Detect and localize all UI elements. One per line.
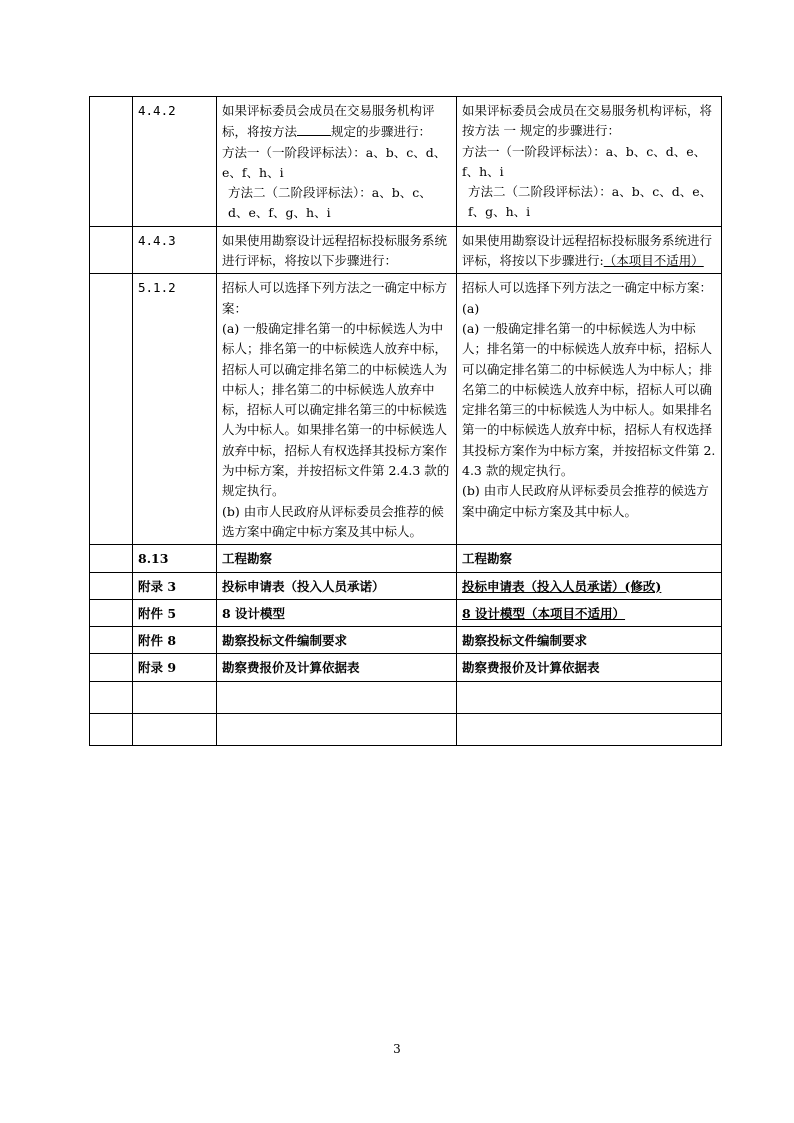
amended-text: 招标人可以选择下列方法之一确定中标方案：(a) [462, 280, 713, 316]
empty-cell [133, 713, 217, 745]
empty-cell [217, 681, 457, 713]
clause-number: 4.4.2 [133, 97, 217, 227]
amended-text: 勘察投标文件编制要求 [457, 627, 722, 654]
empty-row [90, 681, 722, 713]
amended-text: 方法一（一阶段评标法）：a、b、c、d、e、f、h、i [462, 143, 707, 179]
original-text: (a) 一般确定排名第一的中标候选人为中标人；排名第一的中标候选人放弃中标，招标人可以确定排名第二的中标候选人为中标人；排名第二的中标候选人放弃中标，招标人可以确定排名第三的中标候选人为中标人。如果排名第一的中标候选人放弃中标，招标人有权选择其投标方案作为中标方案，并按招标文件第 2.4.3 款的规定执行。 [222, 320, 450, 499]
clause-number: 附录 3 [133, 572, 217, 599]
row-blank-cell [90, 226, 133, 274]
table-row [90, 274, 722, 545]
original-text: 投标申请表（投入人员承诺） [217, 572, 457, 599]
empty-cell [457, 681, 722, 713]
original-text: 方法一（一阶段评标法）：a、b、c、d、e、f、h、i [222, 144, 447, 180]
amended-text: 方法二（二阶段评标法）：a、b、c、d、e、f、g、h、i [468, 184, 713, 220]
empty-cell [90, 713, 133, 745]
table-row [90, 226, 722, 274]
original-text-cell [217, 274, 457, 545]
amended-note: （本项目不适用） [603, 253, 704, 269]
amended-text-cell [457, 97, 722, 227]
row-blank-cell [90, 599, 133, 626]
clause-number: 附录 9 [133, 654, 217, 681]
amended-text-cell [457, 599, 722, 626]
original-text: 招标人可以选择下列方法之一确定中标方案： [222, 280, 448, 316]
table-row [90, 627, 722, 654]
clause-number: 4.4.3 [133, 226, 217, 274]
empty-row [90, 713, 722, 745]
amended-text: (b) 由市人民政府从评标委员会推荐的候选方案中确定中标方案及其中标人。 [462, 483, 709, 519]
empty-cell [457, 713, 722, 745]
amended-text-cell [457, 572, 722, 599]
amended-text-cell [457, 226, 722, 274]
table-row [90, 599, 722, 626]
amended-text: 投标申请表（投入人员承诺）(修改) [462, 578, 662, 594]
amended-text: 8 设计模型（本项目不适用） [462, 605, 626, 621]
amended-text: 如果使用勘察设计远程招标投标服务系统进行评标，将按以下步骤进行: [462, 232, 713, 269]
row-blank-cell [90, 627, 133, 654]
table-row [90, 572, 722, 599]
row-blank-cell [90, 97, 133, 227]
row-blank-cell [90, 545, 133, 572]
clause-number: 5.1.2 [133, 274, 217, 545]
row-blank-cell [90, 654, 133, 681]
amendment-table [89, 96, 722, 746]
empty-cell [90, 681, 133, 713]
row-blank-cell [90, 274, 133, 545]
amended-text: (a) 一般确定排名第一的中标候选人为中标人；排名第一的中标候选人放弃中标，招标人可以确定排名第二的中标候选人为中标人；排名第二的中标候选人放弃中标，招标人可以确定排名第三的中标候选人为中标人。如果排名第一的中标候选人放弃中标，招标人有权选择其投标方案作为中标方案，并按招标文件第 2.4.3 款的规定执行。 [462, 320, 716, 479]
original-text: 规定的步骤进行： [331, 124, 432, 140]
table-row [90, 97, 722, 227]
empty-cell [217, 713, 457, 745]
amended-text-cell [457, 274, 722, 545]
blank-underline [297, 121, 331, 136]
original-text: 如果使用勘察设计远程招标投标服务系统进行评标，将按以下步骤进行： [217, 226, 457, 274]
original-text: 方法二（二阶段评标法）：a、b、c、d、e、f、g、h、i [228, 185, 432, 221]
original-text: 8 设计模型 [217, 599, 457, 626]
clause-number: 8.13 [133, 545, 217, 572]
empty-cell [133, 681, 217, 713]
original-text: 工程勘察 [217, 545, 457, 572]
amended-text: 勘察费报价及计算依据表 [457, 654, 722, 681]
table-row [90, 545, 722, 572]
row-blank-cell [90, 572, 133, 599]
clause-number: 附件 5 [133, 599, 217, 626]
page-number: 3 [393, 1042, 401, 1056]
table-row [90, 654, 722, 681]
clause-number: 附件 8 [133, 627, 217, 654]
amended-text: 如果评标委员会成员在交易服务机构评标，将按方法 一 规定的步骤进行： [462, 103, 713, 139]
original-text: (b) 由市人民政府从评标委员会推荐的候选方案中确定中标方案及其中标人。 [222, 503, 444, 539]
original-text-cell [217, 97, 457, 227]
original-text: 勘察费报价及计算依据表 [217, 654, 457, 681]
original-text: 如果评标委员会成员在交易服务机构评标，将按方法 [222, 103, 435, 140]
original-text: 勘察投标文件编制要求 [217, 627, 457, 654]
amended-text: 工程勘察 [457, 545, 722, 572]
